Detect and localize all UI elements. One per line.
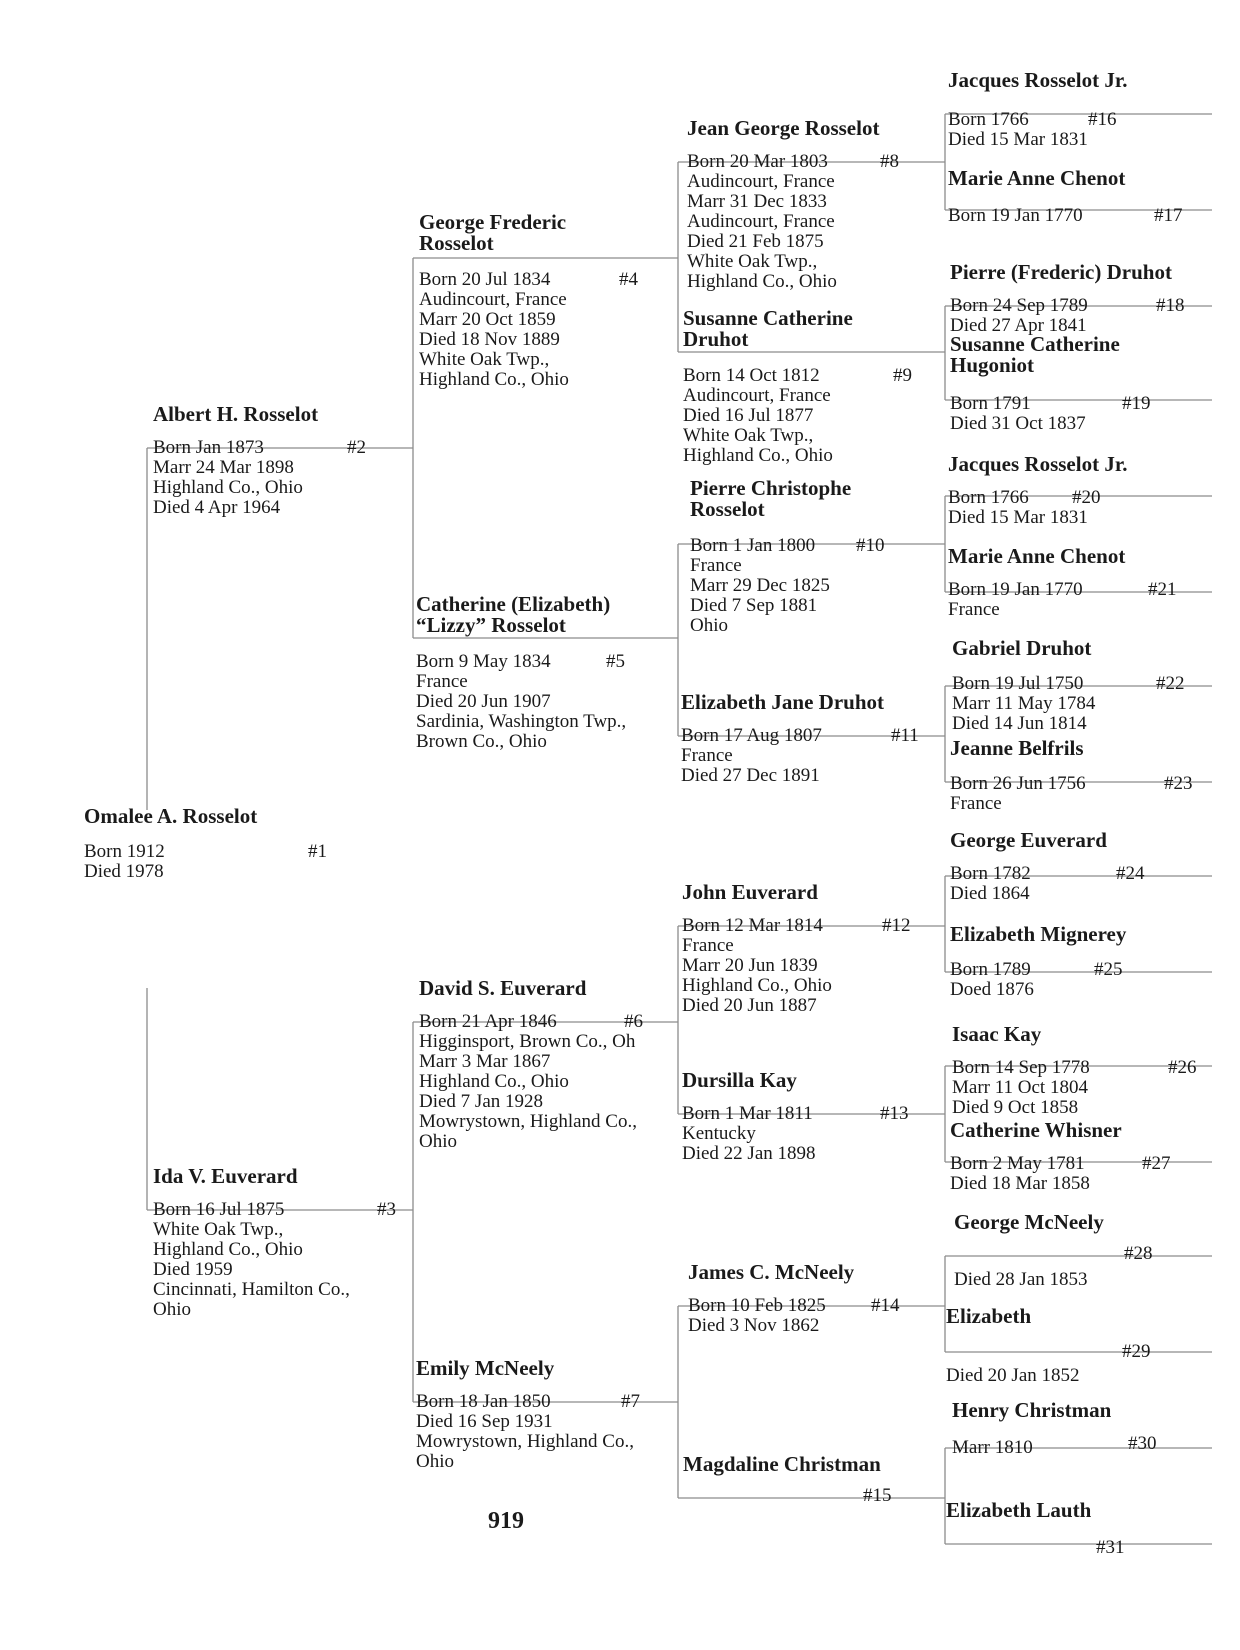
ahnentafel-number: #24 (1116, 863, 1145, 884)
person-name: James C. McNeely (688, 1260, 855, 1284)
detail-line: Brown Co., Ohio (416, 731, 547, 752)
detail-line: France (682, 935, 734, 956)
detail-line: Born 20 Jul 1834 (419, 269, 551, 290)
person-27 (950, 1118, 1171, 1194)
person-name: Catherine Whisner (950, 1118, 1122, 1142)
detail-line: Kentucky (682, 1123, 756, 1144)
detail-line: Marr 29 Dec 1825 (690, 575, 830, 596)
ahnentafel-number: #16 (1088, 109, 1117, 130)
ahnentafel-number: #22 (1156, 673, 1185, 694)
ahnentafel-number: #21 (1148, 579, 1177, 600)
detail-line: Ohio (153, 1299, 191, 1320)
ahnentafel-number: #27 (1142, 1153, 1171, 1174)
person-11 (681, 690, 919, 786)
detail-line: Born 14 Sep 1778 (952, 1057, 1090, 1078)
detail-line: Sardinia, Washington Twp., (416, 711, 627, 732)
detail-line: Born Jan 1873 (153, 437, 264, 458)
detail-line: Born 1 Jan 1800 (690, 535, 816, 556)
ahnentafel-number: #1 (308, 841, 327, 862)
detail-line: Born 14 Oct 1812 (683, 365, 820, 386)
ahnentafel-number: #7 (621, 1391, 640, 1412)
person-2 (153, 402, 366, 518)
detail-line: Died 7 Sep 1881 (690, 595, 818, 616)
person-details (153, 438, 423, 518)
person-details (952, 1438, 1222, 1458)
person-24 (950, 828, 1145, 904)
person-4 (419, 210, 638, 390)
ahnentafel-number: #14 (871, 1295, 900, 1316)
person-name: Pierre Christophe Rosselot (690, 476, 852, 521)
ahnentafel-number: #6 (624, 1011, 643, 1032)
detail-line: Born 19 Jan 1770 (948, 579, 1083, 600)
person-name: Susanne Catherine Hugoniot (950, 332, 1120, 377)
detail-line: Born 19 Jul 1750 (952, 673, 1084, 694)
detail-line: Highland Co., Ohio (419, 1071, 569, 1092)
ahnentafel-number: #23 (1164, 773, 1193, 794)
ahnentafel-number: #9 (893, 365, 912, 386)
person-name: Emily McNeely (416, 1356, 555, 1380)
person-23 (950, 736, 1193, 814)
ahnentafel-number: #18 (1156, 295, 1185, 316)
detail-line: Died 22 Jan 1898 (682, 1143, 816, 1164)
detail-line: White Oak Twp., (153, 1219, 284, 1240)
person-name: Magdaline Christman (683, 1452, 881, 1476)
detail-line: Born 26 Jun 1756 (950, 773, 1086, 794)
person-16 (948, 68, 1128, 150)
person-13 (682, 1068, 909, 1164)
detail-line: France (681, 745, 733, 766)
detail-line: Marr 3 Mar 1867 (419, 1051, 551, 1072)
person-name: Gabriel Druhot (952, 636, 1092, 660)
detail-line: Mowrystown, Highland Co., (416, 1431, 634, 1452)
person-15 (683, 1452, 892, 1506)
detail-line: Higginsport, Brown Co., Oh (419, 1031, 636, 1052)
person-1 (84, 804, 327, 882)
detail-line: Highland Co., Ohio (419, 369, 569, 390)
detail-line: Ohio (416, 1451, 454, 1472)
ahnentafel-number: #11 (891, 725, 919, 746)
person-17 (948, 166, 1183, 226)
detail-line: Born 1782 (950, 863, 1031, 884)
person-details (419, 270, 689, 390)
detail-line: Died 9 Oct 1858 (952, 1097, 1079, 1118)
person-name: Omalee A. Rosselot (84, 804, 258, 828)
detail-line: Died 27 Dec 1891 (681, 765, 820, 786)
detail-line: Died 20 Jun 1887 (682, 995, 817, 1016)
person-18 (950, 260, 1185, 336)
ahnentafel-number: #8 (880, 151, 899, 172)
detail-line: Born 1 Mar 1811 (682, 1103, 813, 1124)
person-name: George McNeely (954, 1210, 1104, 1234)
detail-line: White Oak Twp., (687, 251, 818, 272)
detail-line: Ohio (690, 615, 728, 636)
person-details (682, 1104, 952, 1164)
detail-line: Died 7 Jan 1928 (419, 1091, 544, 1112)
detail-line: Cincinnati, Hamilton Co., (153, 1279, 350, 1300)
detail-line: Born 18 Jan 1850 (416, 1391, 551, 1412)
detail-line: Born 1912 (84, 841, 165, 862)
person-name: Henry Christman (952, 1398, 1112, 1422)
detail-line: Audincourt, France (683, 385, 831, 406)
person-name: Marie Anne Chenot (948, 544, 1126, 568)
ahnentafel-number: #15 (863, 1485, 892, 1506)
detail-line: Born 1766 (948, 109, 1029, 130)
person-name: Jacques Rosselot Jr. (948, 452, 1128, 476)
person-details (683, 366, 953, 466)
ahnentafel-number: #13 (880, 1103, 909, 1124)
detail-line: White Oak Twp., (683, 425, 814, 446)
detail-line: Born 9 May 1834 (416, 651, 551, 672)
detail-line: Born 2 May 1781 (950, 1153, 1085, 1174)
ahnentafel-number: #29 (1122, 1341, 1151, 1362)
person-name: Elizabeth Lauth (946, 1498, 1092, 1522)
detail-line: Born 1789 (950, 959, 1031, 980)
person-9 (683, 306, 912, 466)
ahnentafel-number: #20 (1072, 487, 1101, 508)
detail-line: Died 27 Apr 1841 (950, 315, 1087, 336)
detail-line: Born 10 Feb 1825 (688, 1295, 826, 1316)
person-29 (946, 1304, 1151, 1386)
detail-line: Died 3 Nov 1862 (688, 1315, 820, 1336)
detail-line: Born 1766 (948, 487, 1029, 508)
detail-line: France (950, 793, 1002, 814)
detail-line: Died 15 Mar 1831 (948, 129, 1088, 150)
detail-line: Died 1959 (153, 1259, 233, 1280)
person-name: George Euverard (950, 828, 1107, 852)
person-name: Ida V. Euverard (153, 1164, 298, 1188)
person-name: Susanne Catherine Druhot (683, 306, 853, 351)
detail-line: Highland Co., Ohio (687, 271, 837, 292)
person-3 (153, 1164, 396, 1320)
person-20 (948, 452, 1128, 528)
ahnentafel-number: #26 (1168, 1057, 1197, 1078)
detail-line: Highland Co., Ohio (683, 445, 833, 466)
person-name: Elizabeth Mignerey (950, 922, 1127, 946)
person-6 (419, 976, 643, 1152)
detail-line: Born 21 Apr 1846 (419, 1011, 557, 1032)
detail-line: Died 1864 (950, 883, 1030, 904)
detail-line: France (690, 555, 742, 576)
person-details (948, 580, 1218, 620)
ahnentafel-number: #4 (619, 269, 638, 290)
ahnentafel-number: #12 (882, 915, 911, 936)
detail-line: Marr 31 Dec 1833 (687, 191, 827, 212)
person-name: Jean George Rosselot (687, 116, 880, 140)
detail-line: Marr 20 Jun 1839 (682, 955, 818, 976)
detail-line: Died 31 Oct 1837 (950, 413, 1086, 434)
detail-line: White Oak Twp., (419, 349, 550, 370)
detail-line: Marr 11 May 1784 (952, 693, 1096, 714)
person-14 (688, 1260, 900, 1336)
person-28 (954, 1210, 1153, 1290)
person-details (688, 1296, 958, 1336)
person-details (950, 864, 1220, 904)
ahnentafel-number: #17 (1154, 205, 1183, 226)
person-name: Catherine (Elizabeth) “Lizzy” Rosselot (416, 592, 611, 637)
person-name: Elizabeth Jane Druhot (681, 690, 885, 714)
person-19 (950, 332, 1151, 434)
detail-line: Highland Co., Ohio (153, 477, 303, 498)
person-name: Elizabeth (946, 1304, 1032, 1328)
person-name: Dursilla Kay (682, 1068, 797, 1092)
page-number: 919 (488, 1508, 524, 1534)
person-10 (690, 476, 885, 636)
person-name: George Frederic Rosselot (419, 210, 567, 255)
person-30 (952, 1398, 1157, 1458)
person-details (416, 1392, 686, 1472)
detail-line: Born 20 Mar 1803 (687, 151, 828, 172)
detail-line: Died 21 Feb 1875 (687, 231, 824, 252)
detail-line: Audincourt, France (687, 211, 835, 232)
person-details (687, 152, 957, 292)
detail-line: Died 4 Apr 1964 (153, 497, 281, 518)
ahnentafel-number: #25 (1094, 959, 1123, 980)
detail-line: Marr 11 Oct 1804 (952, 1077, 1088, 1098)
person-21 (948, 544, 1177, 620)
detail-line: France (948, 599, 1000, 620)
ahnentafel-number: #30 (1128, 1433, 1157, 1454)
detail-line: Born 1791 (950, 393, 1031, 414)
person-details (950, 960, 1220, 1000)
person-details (950, 1154, 1220, 1194)
detail-line: Born 24 Sep 1789 (950, 295, 1088, 316)
ahnentafel-number: #31 (1096, 1537, 1125, 1558)
detail-line: Died 20 Jun 1907 (416, 691, 551, 712)
ahnentafel-number: #5 (606, 651, 625, 672)
person-name: Albert H. Rosselot (153, 402, 319, 426)
detail-line: Highland Co., Ohio (153, 1239, 303, 1260)
person-name: Isaac Kay (952, 1022, 1042, 1046)
ahnentafel-number: #3 (377, 1199, 396, 1220)
detail-line: Marr 1810 (952, 1437, 1033, 1458)
detail-line: Died 16 Sep 1931 (416, 1411, 553, 1432)
detail-line: Ohio (419, 1131, 457, 1152)
person-8 (687, 116, 899, 292)
person-7 (416, 1356, 640, 1472)
person-5 (416, 592, 627, 752)
person-name: Pierre (Frederic) Druhot (950, 260, 1172, 284)
detail-line: Died 28 Jan 1853 (954, 1269, 1088, 1290)
person-details (690, 536, 960, 636)
person-12 (682, 880, 911, 1016)
detail-line: Born 16 Jul 1875 (153, 1199, 285, 1220)
detail-line: Audincourt, France (419, 289, 567, 310)
detail-line: Died 18 Mar 1858 (950, 1173, 1090, 1194)
ahnentafel-number: #2 (347, 437, 366, 458)
person-details (954, 1270, 1224, 1290)
detail-line: Born 12 Mar 1814 (682, 915, 823, 936)
person-details (419, 1012, 689, 1152)
detail-line: Born 17 Aug 1807 (681, 725, 822, 746)
person-name: John Euverard (682, 880, 818, 904)
person-22 (952, 636, 1185, 734)
detail-line: Died 14 Jun 1814 (952, 713, 1087, 734)
ahnentafel-number: #10 (856, 535, 885, 556)
detail-line: Died 15 Mar 1831 (948, 507, 1088, 528)
ahnentafel-number: #19 (1122, 393, 1151, 414)
detail-line: Mowrystown, Highland Co., (419, 1111, 637, 1132)
detail-line: Died 16 Jul 1877 (683, 405, 814, 426)
person-details (950, 394, 1220, 434)
person-name: David S. Euverard (419, 976, 587, 1000)
detail-line: Died 20 Jan 1852 (946, 1365, 1080, 1386)
detail-line: Doed 1876 (950, 979, 1034, 1000)
person-name: Jeanne Belfrils (950, 736, 1084, 760)
person-31 (946, 1498, 1125, 1558)
detail-line: Born 19 Jan 1770 (948, 205, 1083, 226)
person-details (946, 1366, 1216, 1386)
person-name: Marie Anne Chenot (948, 166, 1126, 190)
detail-line: Marr 20 Oct 1859 (419, 309, 556, 330)
person-details (948, 110, 1218, 150)
person-25 (950, 922, 1127, 1000)
detail-line: Died 18 Nov 1889 (419, 329, 560, 350)
detail-line: France (416, 671, 468, 692)
person-name: Jacques Rosselot Jr. (948, 68, 1128, 92)
ahnentafel-number: #28 (1124, 1243, 1153, 1264)
detail-line: Audincourt, France (687, 171, 835, 192)
person-details (682, 916, 952, 1016)
detail-line: Marr 24 Mar 1898 (153, 457, 294, 478)
detail-line: Highland Co., Ohio (682, 975, 832, 996)
person-details (416, 652, 686, 752)
person-26 (952, 1022, 1197, 1118)
detail-line: Died 1978 (84, 861, 164, 882)
